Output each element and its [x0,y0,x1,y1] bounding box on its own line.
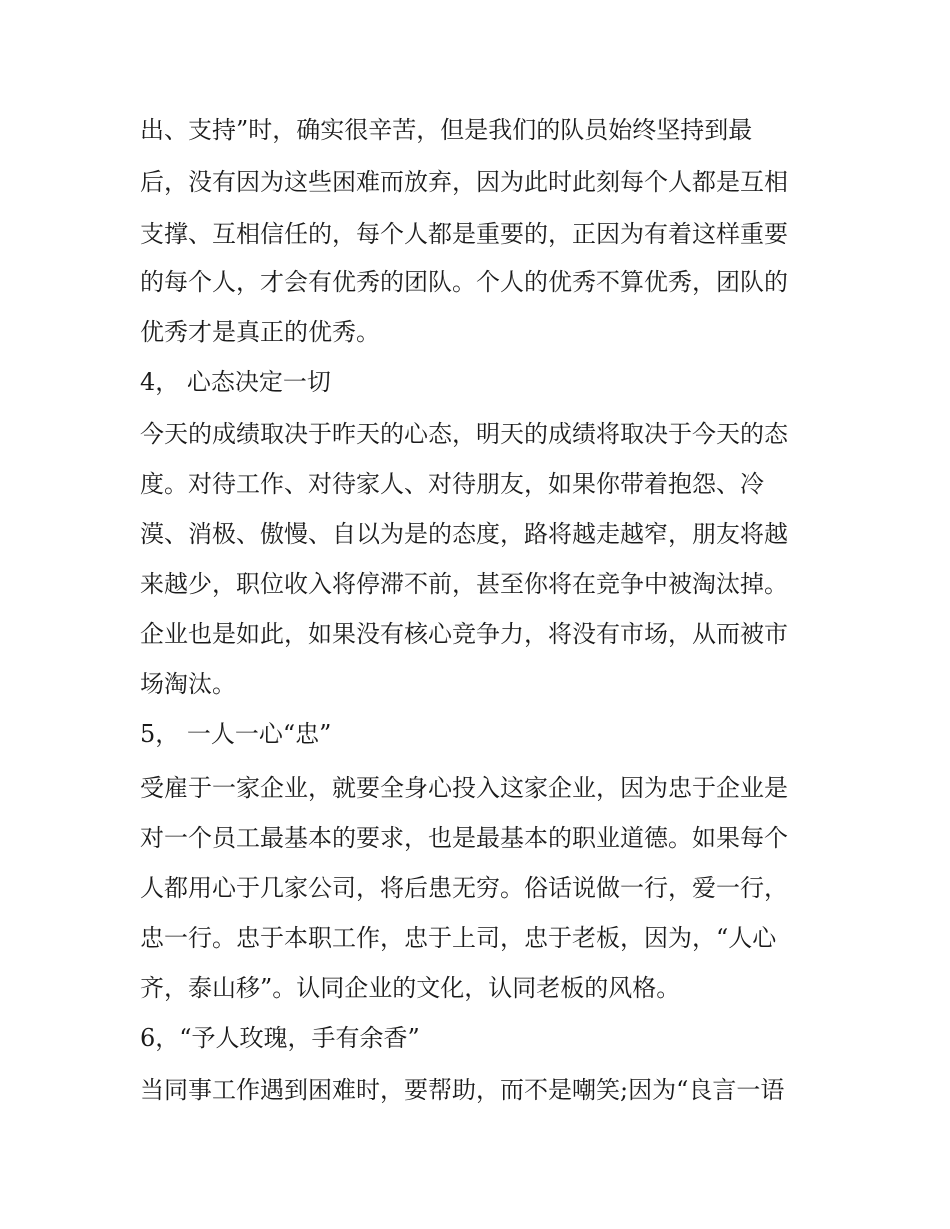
section-heading-6: 6，“予人玫瑰，手有余香” [140,1024,420,1052]
paragraph-line: 后，没有因为这些困难而放弃，因为此时此刻每个人都是互相 [140,168,788,196]
paragraph-line: 人都用心于几家公司，将后患无穷。俗话说做一行，爱一行， [140,874,788,902]
section-heading-4: 4， 心态决定一切 [140,368,331,396]
paragraph-line: 优秀才是真正的优秀。 [140,318,380,346]
paragraph-line: 今天的成绩取决于昨天的心态，明天的成绩将取决于今天的态 [140,420,788,448]
paragraph-line: 对一个员工最基本的要求，也是最基本的职业道德。如果每个 [140,824,788,852]
section-heading-5: 5， 一人一心“忠” [140,720,332,748]
paragraph-line: 忠一行。忠于本职工作，忠于上司，忠于老板，因为，“人心 [140,924,777,952]
paragraph-line: 当同事工作遇到困难时，要帮助，而不是嘲笑;因为“良言一语 [140,1076,785,1104]
paragraph-line: 齐，泰山移”。认同企业的文化，认同老板的风格。 [140,974,681,1002]
paragraph-line: 的每个人，才会有优秀的团队。个人的优秀不算优秀，团队的 [140,268,788,296]
paragraph-line: 企业也是如此，如果没有核心竞争力，将没有市场，从而被市 [140,620,788,648]
paragraph-line: 漠、消极、傲慢、自以为是的态度，路将越走越窄，朋友将越 [140,520,788,548]
paragraph-line: 场淘汰。 [140,670,236,698]
paragraph-line: 支撑、互相信任的，每个人都是重要的，正因为有着这样重要 [140,220,788,248]
paragraph-line: 出、支持”时，确实很辛苦，但是我们的队员始终坚持到最 [140,116,753,144]
paragraph-line: 来越少，职位收入将停滞不前，甚至你将在竞争中被淘汰掉。 [140,570,788,598]
paragraph-line: 度。对待工作、对待家人、对待朋友，如果你带着抱怨、冷 [140,470,764,498]
paragraph-line: 受雇于一家企业，就要全身心投入这家企业，因为忠于企业是 [140,774,788,802]
